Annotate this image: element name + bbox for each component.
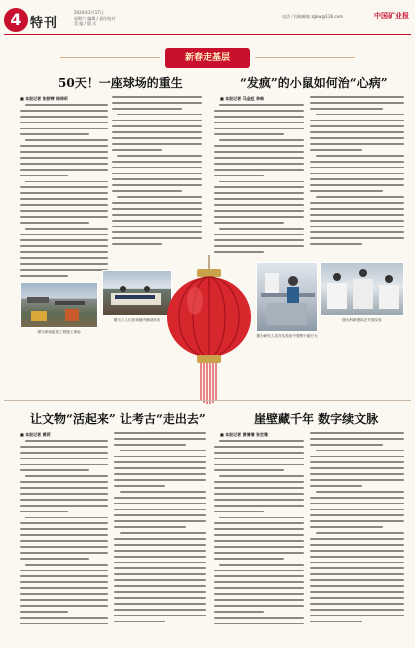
page-header	[0, 0, 415, 42]
article-4-column-2	[310, 432, 404, 626]
red-lantern-icon	[165, 255, 253, 405]
article-2-byline: ■ 本报记者 马金虹 李畅	[220, 96, 264, 101]
workers-scene-icon	[103, 271, 172, 316]
article-1-column-1	[20, 104, 108, 281]
article-3-column-2	[114, 432, 206, 626]
team-scene-icon	[321, 263, 404, 316]
section-divider	[4, 400, 411, 401]
article-1-column-2	[112, 96, 202, 249]
section-title: 特刊	[30, 16, 59, 31]
header-meta-line: 星期六 编辑 / 责任校对	[74, 15, 116, 21]
header-contact: 电话 / 投稿邮箱 zgkw@126.com	[282, 14, 343, 19]
lab-research-photo	[256, 262, 318, 332]
photo-caption-3: 图为研究人员在实验室中观察小鼠行为	[256, 334, 318, 338]
construction-scene-icon	[21, 283, 98, 328]
article-2-column-1	[214, 104, 304, 257]
article-2-column-2	[310, 96, 404, 249]
article-4-byline: ■ 本报记者 黄倩倩 张宏雅	[220, 432, 268, 437]
header-meta-line: 美 编 / 版 式	[74, 21, 97, 26]
research-team-photo	[320, 262, 404, 316]
article-3-column-1	[20, 440, 108, 629]
newspaper-masthead: 中国矿业报	[374, 11, 409, 20]
article-1-byline: ■ 本报记者 张舒婷 杨梓昕	[20, 96, 68, 101]
banner-rule-left	[60, 57, 160, 58]
header-meta-line: 2024年2月17日	[74, 10, 104, 15]
turf-laying-photo	[102, 270, 172, 316]
article-2-title: “发疯”的小鼠如何治“心病”	[240, 76, 388, 90]
lab-scene-icon	[257, 263, 318, 332]
banner-rule-right	[255, 57, 355, 58]
section-banner: 新春走基层	[165, 48, 250, 68]
header-meta	[74, 10, 115, 27]
stadium-construction-photo	[20, 282, 98, 328]
page-number: 4	[4, 8, 28, 32]
article-3-title: 让文物“活起来” 让考古“走出去”	[30, 412, 206, 426]
photo-caption-4: 图为科研团队在开展实验	[342, 318, 382, 322]
article-1-title: 50天！一座球场的重生	[58, 76, 183, 90]
article-4-title: 崖壁藏千年 数字续文脉	[254, 412, 379, 426]
photo-caption-1: 图为球场改造工程施工现场	[37, 330, 81, 334]
header-rule	[4, 34, 411, 35]
article-3-byline: ■ 本报记者 黄莉	[20, 432, 51, 437]
photo-caption-2: 图为工人们在场地内铺设草皮	[113, 318, 161, 322]
article-4-column-1	[214, 440, 304, 629]
